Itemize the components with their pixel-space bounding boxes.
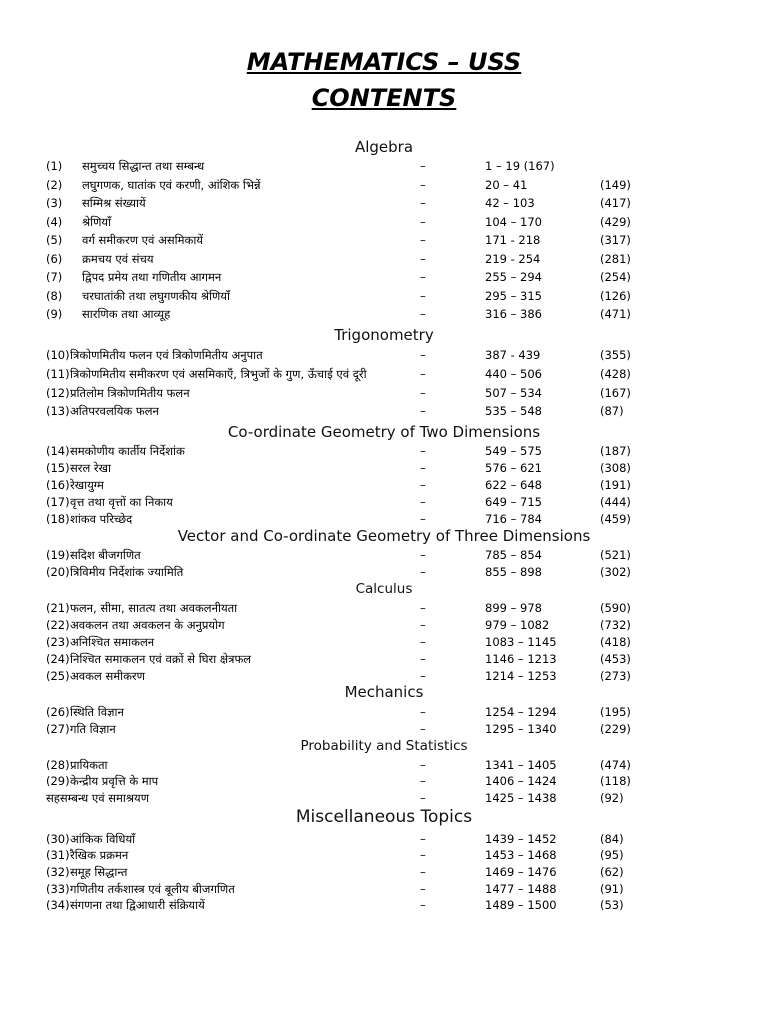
chapter-title: सम्मिश्र संख्यायें	[82, 196, 146, 210]
page-range: 716 – 784	[485, 512, 542, 526]
separator-dash: –	[420, 404, 426, 418]
chapter-title: अवकल समीकरण	[70, 669, 145, 683]
toc-row	[0, 650, 768, 668]
question-count: (444)	[600, 495, 631, 509]
toc-row	[0, 176, 768, 194]
chapter-number: (34)	[46, 898, 70, 912]
chapter-number: (32)	[46, 865, 70, 879]
toc-row	[0, 442, 768, 460]
chapter-number: (22)	[46, 618, 70, 632]
toc-row	[0, 384, 768, 402]
separator-dash: –	[420, 618, 426, 632]
separator-dash: –	[420, 196, 426, 210]
page-range: 295 – 315	[485, 289, 542, 303]
chapter-number: (1)	[46, 159, 63, 173]
page-range: 1295 – 1340	[485, 722, 557, 736]
chapter-title: प्रतिलोम त्रिकोणमितीय फलन	[70, 386, 190, 400]
chapter-title: रैखिक प्रक्रमन	[70, 848, 129, 862]
page-range: 255 – 294	[485, 270, 542, 284]
separator-dash: –	[420, 178, 426, 192]
chapter-title: समूह सिद्धान्त	[70, 865, 128, 879]
separator-dash: –	[420, 444, 426, 458]
toc-row	[0, 789, 768, 807]
page-range: 622 – 648	[485, 478, 542, 492]
separator-dash: –	[420, 307, 426, 321]
chapter-number: (16)	[46, 478, 70, 492]
chapter-title: वर्ग समीकरण एवं असमिकायें	[82, 233, 203, 247]
page-range: 104 – 170	[485, 215, 542, 229]
chapter-title: सहसम्बन्ध एवं समाश्रयण	[46, 791, 150, 805]
page-range: 535 – 548	[485, 404, 542, 418]
separator-dash: –	[420, 832, 426, 846]
chapter-title: स्थिति विज्ञान	[70, 705, 124, 719]
page-range: 1214 – 1253	[485, 669, 557, 683]
separator-dash: –	[420, 512, 426, 526]
separator-dash: –	[420, 882, 426, 896]
toc-row	[0, 633, 768, 651]
separator-dash: –	[420, 478, 426, 492]
chapter-title: वृत्त तथा वृत्तों का निकाय	[70, 495, 173, 509]
chapter-number: (3)	[46, 196, 63, 210]
chapter-number: (12)	[46, 386, 70, 400]
chapter-number: (30)	[46, 832, 70, 846]
question-count: (118)	[600, 774, 631, 788]
section-heading: Trigonometry	[334, 326, 434, 344]
question-count: (62)	[600, 865, 624, 879]
chapter-number: (26)	[46, 705, 70, 719]
chapter-number: (27)	[46, 722, 70, 736]
toc-row	[0, 720, 768, 738]
chapter-title: गति विज्ञान	[70, 722, 116, 736]
separator-dash: –	[420, 635, 426, 649]
separator-dash: –	[420, 722, 426, 736]
chapter-number: (2)	[46, 178, 63, 192]
chapter-title: चरघातांकी तथा लघुगणकीय श्रेणियाँ	[82, 289, 230, 303]
chapter-number: (20)	[46, 565, 70, 579]
question-count: (53)	[600, 898, 624, 912]
question-count: (474)	[600, 758, 631, 772]
section-heading: Algebra	[354, 138, 414, 156]
chapter-title: क्रमचय एवं संचय	[82, 252, 154, 266]
chapter-number: (11)	[46, 367, 70, 381]
chapter-title: आंकिक विधियाँ	[70, 832, 136, 846]
page-range: 979 – 1082	[485, 618, 550, 632]
chapter-title: समकोणीय कार्तीय निर्देशांक	[70, 444, 185, 458]
page-range: 1083 – 1145	[485, 635, 557, 649]
toc-row	[0, 846, 768, 864]
question-count: (187)	[600, 444, 631, 458]
page-range: 387 - 439	[485, 348, 541, 362]
toc-row	[0, 194, 768, 212]
separator-dash: –	[420, 898, 426, 912]
separator-dash: –	[420, 758, 426, 772]
chapter-number: (23)	[46, 635, 70, 649]
chapter-number: (24)	[46, 652, 70, 666]
chapter-number: (21)	[46, 601, 70, 615]
chapter-title: सारणिक तथा आव्यूह	[82, 307, 171, 321]
chapter-title: लघुगणक, घातांक एवं करणी, आंशिक भिन्नें	[82, 178, 261, 192]
section-heading: Mechanics	[344, 683, 424, 701]
toc-row	[0, 365, 768, 383]
question-count: (149)	[600, 178, 631, 192]
page-range: 855 – 898	[485, 565, 542, 579]
chapter-number: (7)	[46, 270, 63, 284]
toc-row	[0, 546, 768, 564]
separator-dash: –	[420, 215, 426, 229]
toc-row	[0, 213, 768, 231]
section-heading: Co-ordinate Geometry of Two Dimensions	[227, 423, 541, 441]
toc-row	[0, 231, 768, 249]
question-count: (418)	[600, 635, 631, 649]
page-range: 1439 – 1452	[485, 832, 557, 846]
chapter-title: रेखायुग्म	[70, 478, 104, 492]
toc-row	[0, 476, 768, 494]
toc-row	[0, 268, 768, 286]
question-count: (428)	[600, 367, 631, 381]
page-range: 785 – 854	[485, 548, 542, 562]
question-count: (91)	[600, 882, 624, 896]
separator-dash: –	[420, 848, 426, 862]
separator-dash: –	[420, 386, 426, 400]
chapter-number: (4)	[46, 215, 63, 229]
question-count: (281)	[600, 252, 631, 266]
page-range: 1406 – 1424	[485, 774, 557, 788]
page-range: 1 – 19 (167)	[485, 159, 555, 173]
chapter-number: (17)	[46, 495, 70, 509]
page-range: 649 – 715	[485, 495, 542, 509]
toc-row	[0, 287, 768, 305]
question-count: (92)	[600, 791, 624, 805]
page-range: 1453 – 1468	[485, 848, 557, 862]
chapter-number: (33)	[46, 882, 70, 896]
chapter-number: (18)	[46, 512, 70, 526]
separator-dash: –	[420, 705, 426, 719]
chapter-number: (31)	[46, 848, 70, 862]
question-count: (308)	[600, 461, 631, 475]
separator-dash: –	[420, 601, 426, 615]
question-count: (459)	[600, 512, 631, 526]
toc-row	[0, 863, 768, 881]
chapter-title: श्रेणियाँ	[82, 215, 112, 229]
chapter-title: समुच्चय सिद्धान्त तथा सम्बन्ध	[82, 159, 205, 173]
toc-row	[0, 616, 768, 634]
chapter-number: (13)	[46, 404, 70, 418]
chapter-title: अनिश्चित समाकलन	[70, 635, 155, 649]
page-range: 899 – 978	[485, 601, 542, 615]
chapter-title: त्रिकोणमितीय समीकरण एवं असमिकाएँ, त्रिभुजों के गुण, ऊँचाई एवं दूरी	[70, 367, 367, 381]
chapter-number: (19)	[46, 548, 70, 562]
question-count: (126)	[600, 289, 631, 303]
toc-row	[0, 402, 768, 420]
separator-dash: –	[420, 233, 426, 247]
chapter-title: केन्द्रीय प्रवृत्ति के माप	[70, 774, 159, 788]
question-count: (95)	[600, 848, 624, 862]
chapter-title: प्रायिकता	[70, 758, 108, 772]
toc-row	[0, 157, 768, 175]
chapter-title: त्रिविमीय निर्देशांक ज्यामिति	[70, 565, 184, 579]
section-heading: Vector and Co-ordinate Geometry of Three Dimensions	[177, 527, 591, 545]
separator-dash: –	[420, 565, 426, 579]
page-range: 1146 – 1213	[485, 652, 557, 666]
chapter-title: गणितीय तर्कशास्त्र एवं बूलीय बीजगणित	[70, 882, 235, 896]
page-range: 219 - 254	[485, 252, 541, 266]
separator-dash: –	[420, 774, 426, 788]
page-range: 316 – 386	[485, 307, 542, 321]
chapter-title: सरल रेखा	[70, 461, 112, 475]
separator-dash: –	[420, 652, 426, 666]
page-range: 1489 – 1500	[485, 898, 557, 912]
chapter-number: (25)	[46, 669, 70, 683]
separator-dash: –	[420, 548, 426, 562]
chapter-title: अवकलन तथा अवकलन के अनुप्रयोग	[70, 618, 225, 632]
page-range: 1469 – 1476	[485, 865, 557, 879]
toc-row	[0, 493, 768, 511]
toc-row	[0, 563, 768, 581]
chapter-title: त्रिकोणमितीय फलन एवं त्रिकोणमितीय अनुपात	[70, 348, 263, 362]
toc-row	[0, 703, 768, 721]
chapter-number: (6)	[46, 252, 63, 266]
chapter-title: अतिपरवलयिक फलन	[70, 404, 159, 418]
page-range: 1425 – 1438	[485, 791, 557, 805]
question-count: (191)	[600, 478, 631, 492]
toc-row	[0, 510, 768, 528]
chapter-title: द्विपद प्रमेय तथा गणितीय आगमन	[82, 270, 222, 284]
separator-dash: –	[420, 865, 426, 879]
toc-row	[0, 305, 768, 323]
page-range: 576 – 621	[485, 461, 542, 475]
chapter-number: (9)	[46, 307, 63, 321]
page-range: 171 - 218	[485, 233, 541, 247]
page-range: 1477 – 1488	[485, 882, 557, 896]
question-count: (471)	[600, 307, 631, 321]
question-count: (732)	[600, 618, 631, 632]
chapter-number: (28)	[46, 758, 70, 772]
question-count: (84)	[600, 832, 624, 846]
toc-row	[0, 599, 768, 617]
question-count: (195)	[600, 705, 631, 719]
toc-row	[0, 346, 768, 364]
separator-dash: –	[420, 461, 426, 475]
page-range: 507 – 534	[485, 386, 542, 400]
section-heading: Calculus	[355, 581, 413, 597]
separator-dash: –	[420, 348, 426, 362]
chapter-title: फलन, सीमा, सातत्य तथा अवकलनीयता	[70, 601, 238, 615]
question-count: (317)	[600, 233, 631, 247]
section-heading: Miscellaneous Topics	[295, 807, 473, 827]
page-range: 440 – 506	[485, 367, 542, 381]
question-count: (302)	[600, 565, 631, 579]
question-count: (254)	[600, 270, 631, 284]
question-count: (590)	[600, 601, 631, 615]
question-count: (229)	[600, 722, 631, 736]
chapter-title: संगणना तथा द्विआधारी संक्रियायें	[70, 898, 205, 912]
toc-row	[0, 250, 768, 268]
question-count: (273)	[600, 669, 631, 683]
chapter-title: निश्चित समाकलन एवं वक्रों से घिरा क्षेत्रफल	[70, 652, 252, 666]
separator-dash: –	[420, 270, 426, 284]
separator-dash: –	[420, 289, 426, 303]
chapter-number: (14)	[46, 444, 70, 458]
separator-dash: –	[420, 791, 426, 805]
chapter-title: शांकव परिच्छेद	[70, 512, 133, 526]
page-range: 20 – 41	[485, 178, 528, 192]
question-count: (453)	[600, 652, 631, 666]
chapter-number: (10)	[46, 348, 70, 362]
question-count: (417)	[600, 196, 631, 210]
page-range: 1341 – 1405	[485, 758, 557, 772]
chapter-number: (8)	[46, 289, 63, 303]
question-count: (429)	[600, 215, 631, 229]
separator-dash: –	[420, 367, 426, 381]
separator-dash: –	[420, 159, 426, 173]
chapter-number: (29)	[46, 774, 70, 788]
chapter-number: (15)	[46, 461, 70, 475]
page-range: 549 – 575	[485, 444, 542, 458]
page-range: 1254 – 1294	[485, 705, 557, 719]
page-subtitle: CONTENTS	[311, 84, 457, 112]
separator-dash: –	[420, 669, 426, 683]
question-count: (355)	[600, 348, 631, 362]
chapter-title: सदिश बीजगणित	[70, 548, 141, 562]
toc-row	[0, 896, 768, 914]
toc-row	[0, 772, 768, 790]
toc-row	[0, 459, 768, 477]
separator-dash: –	[420, 495, 426, 509]
separator-dash: –	[420, 252, 426, 266]
question-count: (167)	[600, 386, 631, 400]
page-title: MATHEMATICS – USS	[246, 48, 522, 76]
question-count: (521)	[600, 548, 631, 562]
page-range: 42 – 103	[485, 196, 535, 210]
chapter-number: (5)	[46, 233, 63, 247]
question-count: (87)	[600, 404, 624, 418]
section-heading: Probability and Statistics	[300, 738, 468, 754]
